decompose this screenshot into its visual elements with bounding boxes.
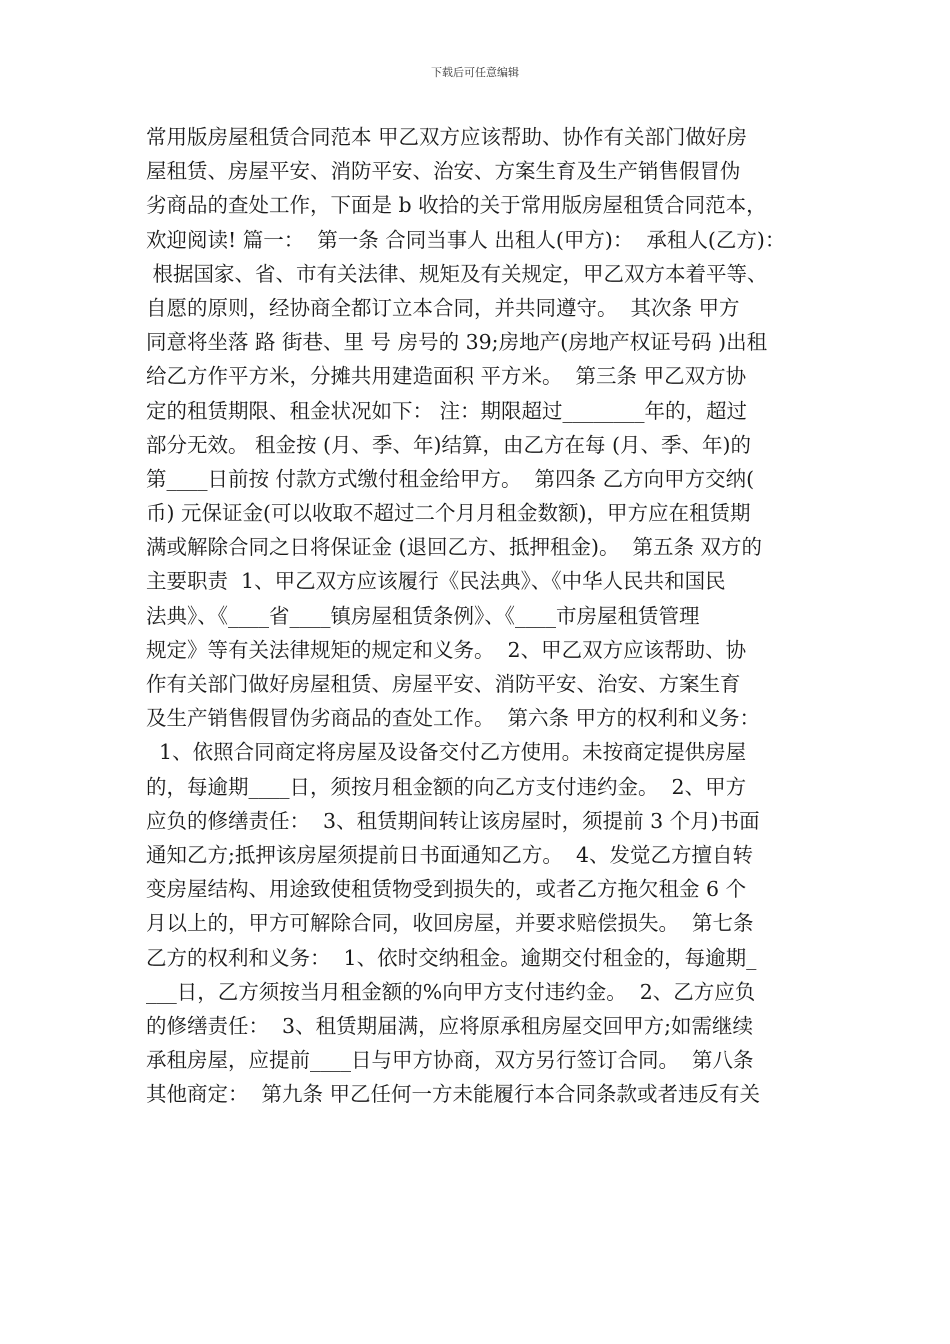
text-line: 的，每逾期____日，须按月租金额的向乙方支付违约金。 2、甲方 xyxy=(146,774,747,799)
text-line: 屋租赁、房屋平安、消防平安、治安、方案生育及生产销售假冒伪 xyxy=(146,159,741,184)
text-line: 变房屋结构、用途致使租赁物受到损失的，或者乙方拖欠租金 6 个 xyxy=(146,877,747,902)
text-line: 币) 元保证金(可以收取不超过二个月月租金数额)，甲方应在租赁期 xyxy=(146,501,751,526)
text-line: 的修缮责任： 3、租赁期届满，应将原承租房屋交回甲方;如需继续 xyxy=(146,1013,753,1038)
text-line: 月以上的，甲方可解除合同，收回房屋，并要求赔偿损失。 第七条 xyxy=(146,911,754,936)
text-line: 规定》等有关法律规矩的规定和义务。 2、甲乙双方应该帮助、协 xyxy=(146,637,747,662)
text-line: 作有关部门做好房屋租赁、房屋平安、消防平安、治安、方案生育 xyxy=(146,672,741,696)
text-line: 应负的修缮责任： 3、租赁期间转让该房屋时，须提前 3 个月)书面 xyxy=(146,808,760,833)
text-line: 劣商品的查处工作，下面是 b 收拾的关于常用版房屋租赁合同范本， xyxy=(146,193,767,218)
text-line: 乙方的权利和义务： 1、依时交纳租金。逾期交付租金的，每逾期_ xyxy=(146,945,757,970)
text-line: 承租房屋，应提前____日与甲方协商，双方另行签订合同。 第八条 xyxy=(146,1048,754,1073)
text-line: 欢迎阅读! 篇一： 第一条 合同当事人 出租人(甲方)： 承租人(乙方)： xyxy=(146,227,786,252)
text-line: 根据国家、省、市有关法律、规矩及有关规定，甲乙双方本着平等、 xyxy=(146,261,768,286)
text-line: 第____日前按 付款方式缴付租金给甲方。 第四条 乙方向甲方交纳( xyxy=(146,466,755,491)
text-line: 部分无效。 租金按 (月、季、年)结算，由乙方在每 (月、季、年)的 xyxy=(146,432,752,457)
text-line: 自愿的原则，经协商全都订立本合同，并共同遵守。 其次条 甲方 xyxy=(146,295,740,320)
text-line: 法典》、《____省____镇房屋租赁条例》、《____市房屋租赁管理 xyxy=(146,603,700,628)
page-header: 下载后可任意编辑 xyxy=(431,66,519,79)
text-line: 其他商定： 第九条 甲乙任何一方未能履行本合同条款或者违反有关 xyxy=(146,1082,761,1107)
text-line: 主要职责 1、甲乙双方应该履行《民法典》、《中华人民共和国民 xyxy=(146,569,726,594)
text-line: 及生产销售假冒伪劣商品的查处工作。 第六条 甲方的权利和义务： xyxy=(146,706,761,731)
text-line: 同意将坐落 路 街巷、里 号 房号的 39;房地产(房地产权证号码 )出租 xyxy=(146,330,768,355)
text-line: 定的租赁期限、租金状况如下： 注：期限超过________年的，超过 xyxy=(146,398,748,423)
text-line: 常用版房屋租赁合同范本 甲乙双方应该帮助、协作有关部门做好房 xyxy=(146,125,748,149)
text-line: 满或解除合同之日将保证金 (退回乙方、抵押租金)。 第五条 双方的 xyxy=(146,535,763,560)
text-line: 给乙方作平方米，分摊共用建造面积 平方米。 第三条 甲乙双方协 xyxy=(146,364,747,389)
text-line: ___日，乙方须按当月租金额的%向甲方支付违约金。 2、乙方应负 xyxy=(146,979,756,1004)
document-body xyxy=(146,120,810,1111)
text-line: 1、依照合同商定将房屋及设备交付乙方使用。未按商定提供房屋 xyxy=(146,740,747,765)
text-line: 通知乙方;抵押该房屋须提前日书面通知乙方。 4、发觉乙方擅自转 xyxy=(146,842,753,867)
